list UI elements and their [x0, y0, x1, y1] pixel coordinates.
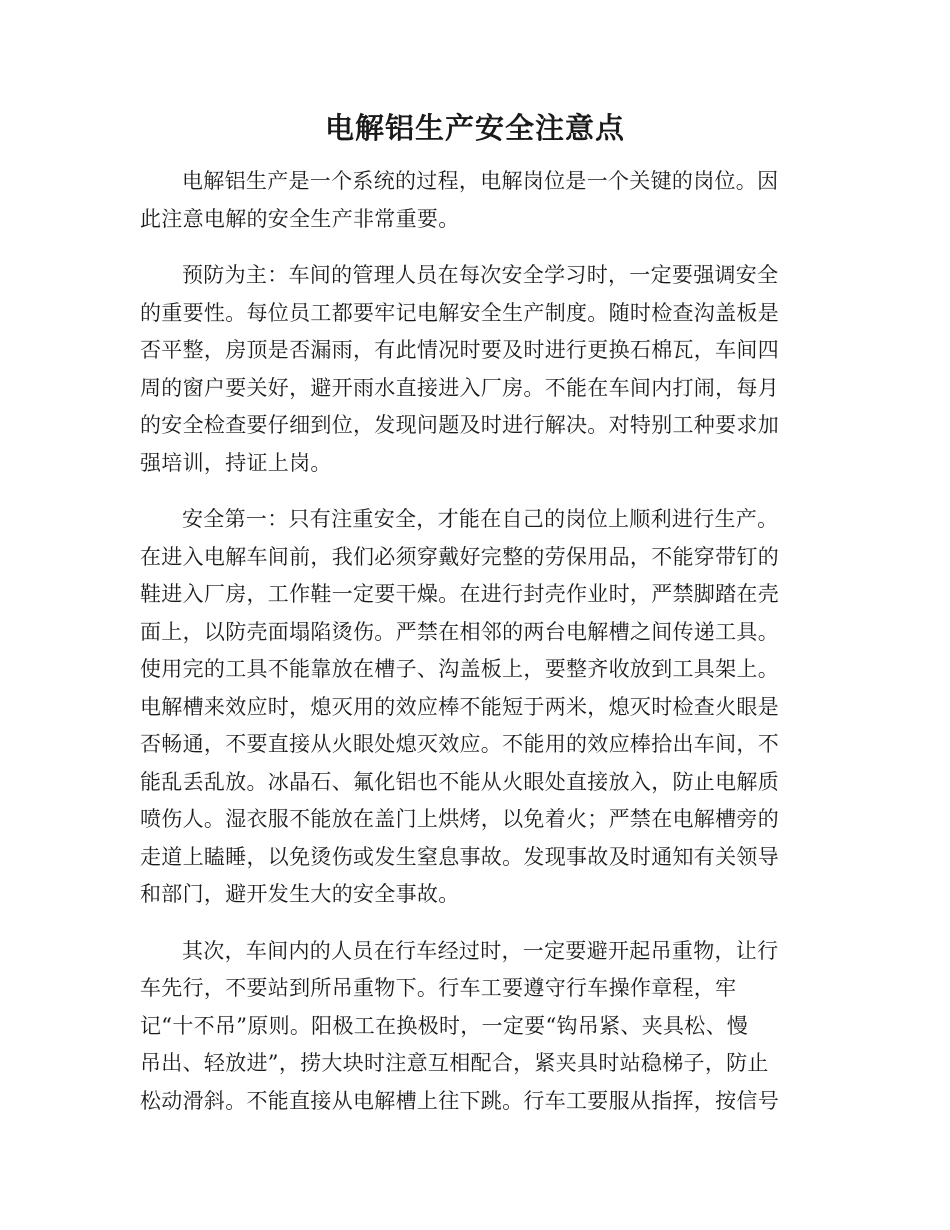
paragraph-line: 能乱丢乱放。冰晶石、氟化铝也不能从火眼处直接放入，防止电解质 [140, 769, 779, 794]
paragraph-line: 此注意电解的安全生产非常重要。 [140, 206, 460, 231]
paragraph-line: 其次，车间内的人员在行车经过时，一定要避开起吊重物，让行 [182, 938, 779, 963]
paragraph-line: 否平整，房顶是否漏雨，有此情况时要及时进行更换石棉瓦，车间四 [140, 338, 779, 362]
paragraph-line: 否畅通，不要直接从火眼处熄灭效应。不能用的效应棒拾出车间，不 [140, 732, 779, 756]
paragraph-prevention [140, 257, 800, 482]
paragraph-line: 记“十不吊”原则。阳极工在换极时，一定要“钩吊紧、夹具松、慢 [140, 1013, 749, 1038]
paragraph-line: 电解铝生产是一个系统的过程，电解岗位是一个关键的岗位。因 [182, 169, 779, 193]
paragraph-line: 周的窗户要关好，避开雨水直接进入厂房。不能在车间内打闹，每月 [140, 375, 779, 400]
paragraph-line: 使用完的工具不能靠放在槽子、沟盖板上，要整齐收放到工具架上。 [140, 657, 779, 681]
paragraph-line: 电解槽来效应时，熄灭用的效应棒不能短于两米，熄灭时检查火眼是 [140, 694, 779, 719]
paragraph-line: 面上，以防壳面塌陷烫伤。严禁在相邻的两台电解槽之间传递工具。 [140, 619, 779, 644]
paragraph-line: 强培训，持证上岗。 [140, 450, 332, 475]
paragraph-line: 和部门，避开发生大的安全事故。 [140, 882, 460, 906]
paragraph-line: 的安全检查要仔细到位，发现问题及时进行解决。对特别工种要求加 [140, 413, 779, 437]
paragraph-intro [140, 163, 800, 238]
paragraph-line: 安全第一：只有注重安全，才能在自己的岗位上顺利进行生产。 [182, 507, 779, 531]
document-body [140, 163, 800, 1139]
paragraph-safety-first [140, 501, 800, 914]
paragraph-line: 在进入电解车间前，我们必须穿戴好完整的劳保用品，不能穿带钉的 [140, 544, 779, 569]
paragraph-crane [140, 933, 800, 1121]
paragraph-line: 走道上瞌睡，以免烫伤或发生窒息事故。发现事故及时通知有关领导 [140, 844, 779, 869]
document-title: 电解铝生产安全注意点 [324, 111, 625, 145]
paragraph-line: 车先行，不要站到所吊重物下。行车工要遵守行车操作章程，牢 [140, 976, 737, 1000]
paragraph-line: 的重要性。每位员工都要牢记电解安全生产制度。随时检查沟盖板是 [140, 300, 779, 325]
paragraph-line: 吊出、轻放进”，捞大块时注意互相配合，紧夹具时站稳梯子，防止 [140, 1051, 769, 1075]
paragraph-line: 预防为主：车间的管理人员在每次安全学习时，一定要强调安全 [182, 263, 779, 287]
paragraph-line: 喷伤人。湿衣服不能放在盖门上烘烤，以免着火；严禁在电解槽旁的 [140, 807, 779, 831]
paragraph-line: 鞋进入厂房，工作鞋一定要干燥。在进行封壳作业时，严禁脚踏在壳 [140, 582, 779, 606]
paragraph-line: 松动滑斜。不能直接从电解槽上往下跳。行车工要服从指挥，按信号 [140, 1088, 779, 1113]
